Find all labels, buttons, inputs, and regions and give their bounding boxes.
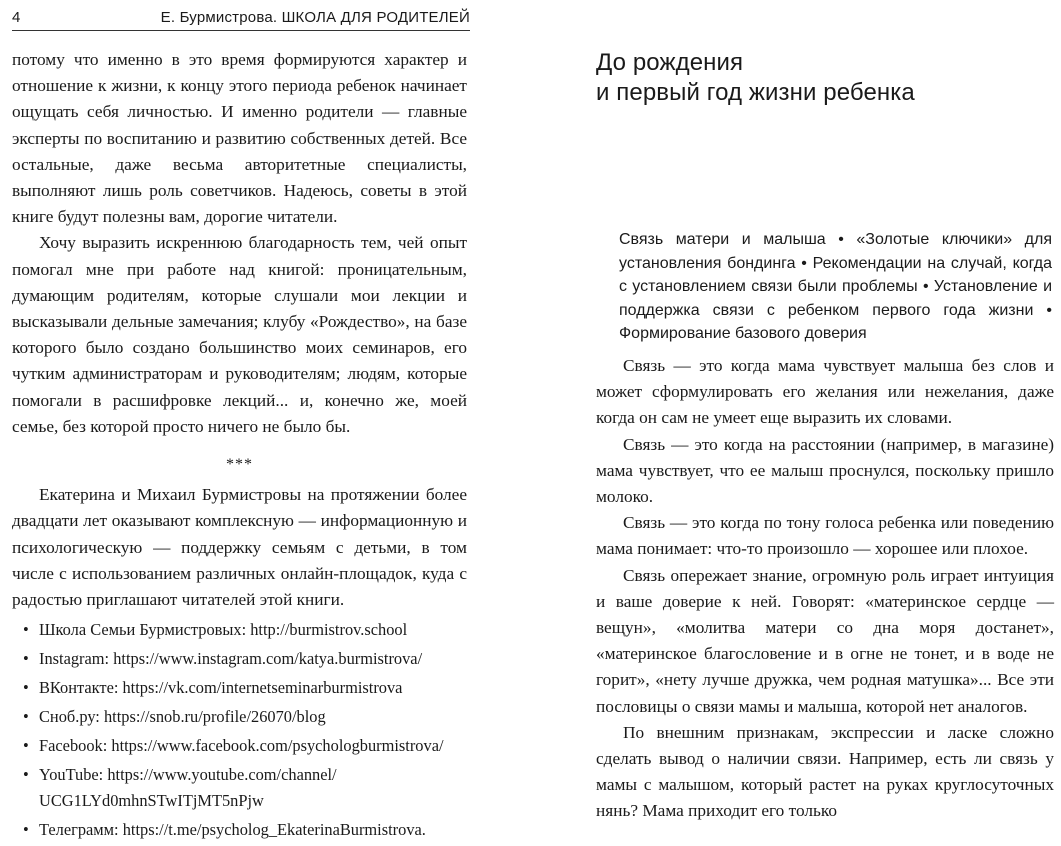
left-column-text: [12, 47, 467, 846]
right-column-text: [596, 353, 1054, 825]
chapter-title-line-1: До рождения: [596, 49, 744, 76]
right-paragraph-4: Связь опережает знание, огромную роль играет интуиция и ваше доверие к ней. Говорят: «материнское сердце — вещун», «молитва матери со дна моря достанет», «материнское благословение и в огне не тонет, и в воде не горит», «нету лучше дружка, чем родная матушка»... Все эти пословицы о связи мамы и малыша, которой нет аналогов.: [596, 565, 1054, 716]
link-item-telegram: • Телеграмм: https://t.me/psycholog_EkaterinaBurmistrova.: [12, 817, 467, 843]
chapter-title-line-2: и первый год жизни ребенка: [596, 79, 915, 106]
link-item-youtube: • YouTube: https://www.youtube.com/channel/ UCG1LYd0mhnSTwITjMT5nPjw: [12, 762, 467, 814]
running-header: [12, 9, 470, 31]
section-separator: ***: [226, 456, 253, 474]
left-closing-paragraph: Екатерина и Михаил Бурмистровы на протяжении более двадцати лет оказывают комплексную — информационную и психологическую — поддержку семьям с детьми, в том числе с использованием различных онлайн-площадок, куда с радостью приглашают читателей этой книги.: [12, 485, 467, 610]
right-paragraph-5: По внешним признакам, экспрессии и ласке сложно сделать вывод о наличии связи. Например, есть ли связь у мамы с малышом, который растет на руках круглосуточных нянь? Мама приходит его только: [596, 722, 1054, 821]
chapter-summary: Связь матери и малыша • «Золотые ключики» для установления бондинга • Рекомендации на случай, когда с установлением связи были проблемы • Установление и поддержка связи с ребенком первого года жизни • Формирование базового доверия: [619, 231, 1052, 343]
page-number: 4: [12, 9, 21, 26]
right-paragraph-2: Связь — это когда на расстоянии (например, в магазине) мама чувствует, что ее малыш проснулся, поскольку пришло молоко.: [596, 434, 1054, 507]
link-item-instagram: • Instagram: https://www.instagram.com/katya.burmistrova/: [12, 646, 467, 672]
link-item-facebook: • Facebook: https://www.facebook.com/psychologburmistrova/: [12, 733, 467, 759]
running-title: Е. Бурмистрова. ШКОЛА ДЛЯ РОДИТЕЛЕЙ: [160, 9, 470, 26]
link-item-vkontakte: • ВКонтакте: https://vk.com/internetseminarburmistrova: [12, 675, 467, 701]
chapter-title: [596, 48, 915, 108]
link-item-snob: • Сноб.ру: https://snob.ru/profile/26070/blog: [12, 704, 467, 730]
right-paragraph-1: Связь — это когда мама чувствует малыша без слов и может сформулировать его желания или нежелания, даже когда он сам не умеет еще выразить их словами.: [596, 356, 1054, 428]
left-paragraph-1: потому что именно в это время формируются характер и отношение к жизни, к концу этого периода ребенок начинает ощущать себя личностью. И именно родители — главные эксперты по воспитанию и развитию собственных детей. Все остальные, даже весьма авторитетные специалисты, выполняют лишь роль советчиков. Надеюсь, советы в этой книге будут полезны вам, дорогие читатели.: [12, 50, 467, 227]
right-paragraph-3: Связь — это когда по тону голоса ребенка или поведению мама понимает: что-то произошло — хорошее или плохое.: [596, 513, 1054, 559]
link-item-school: • Школа Семьи Бурмистровых: http://burmistrov.school: [12, 617, 467, 643]
links-list: [12, 617, 467, 843]
left-paragraph-2: Хочу выразить искреннюю благодарность тем, чей опыт помогал мне при работе над книгой: проницательным, думающим родителям, которые слушали мои лекции и высказывали дельные замечания; клубу «Рождество», на базе которого было создано большинство моих семинаров, его чутким администраторам и руководителям; людям, которые помогали в расшифровке лекций... и, конечно же, моей семье, без которой просто ничего не было бы.: [12, 233, 467, 436]
